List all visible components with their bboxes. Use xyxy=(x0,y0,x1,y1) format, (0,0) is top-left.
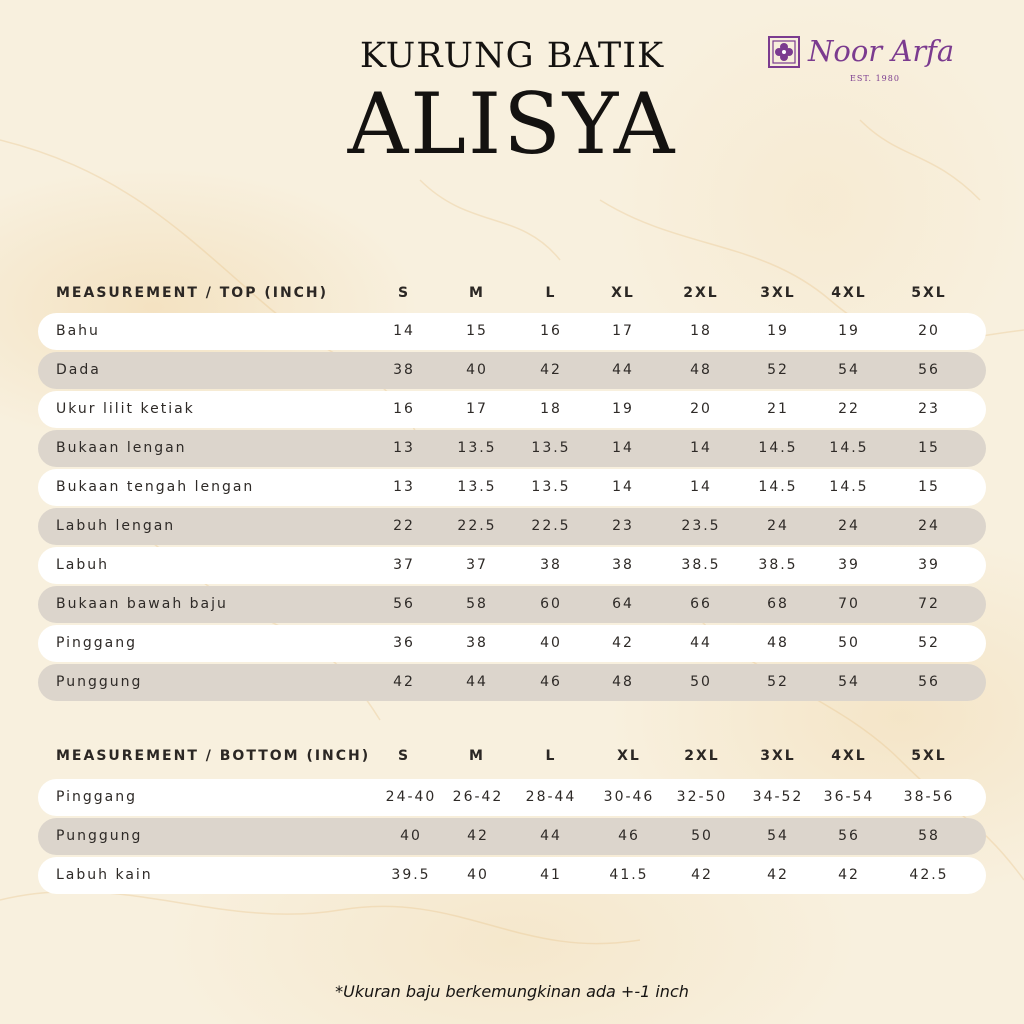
measurement-value: 20 xyxy=(690,401,712,417)
measurement-value: 42 xyxy=(393,674,415,690)
measurement-value: 42.5 xyxy=(909,867,949,883)
measurement-value: 14.5 xyxy=(758,479,798,495)
measurement-value: 30-46 xyxy=(603,789,655,805)
measurement-value: 13.5 xyxy=(457,479,497,495)
brand-logo xyxy=(768,36,988,86)
measurement-value: 44 xyxy=(466,674,488,690)
measurement-value: 14 xyxy=(690,479,712,495)
measurement-label: Labuh kain xyxy=(56,867,153,883)
measurement-value: 32-50 xyxy=(676,789,728,805)
table-row xyxy=(38,779,986,816)
table-row xyxy=(38,313,986,350)
measurement-value: 39 xyxy=(838,557,860,573)
measurement-value: 58 xyxy=(918,828,940,844)
measurement-value: 36 xyxy=(393,635,415,651)
measurement-value: 50 xyxy=(838,635,860,651)
measurement-value: 44 xyxy=(690,635,712,651)
measurement-value: 64 xyxy=(612,596,634,612)
measurement-value: 26-42 xyxy=(452,789,504,805)
measurement-value: 46 xyxy=(618,828,640,844)
size-header: 2XL xyxy=(684,748,720,764)
measurement-value: 19 xyxy=(838,323,860,339)
size-header: L xyxy=(545,285,557,301)
size-footnote: *Ukuran baju berkemungkinan ada +-1 inch xyxy=(335,982,689,1001)
measurement-value: 14.5 xyxy=(758,440,798,456)
measurement-label: Bukaan lengan xyxy=(56,440,187,456)
measurement-value: 13.5 xyxy=(531,440,571,456)
measurement-label: Pinggang xyxy=(56,789,138,805)
measurement-value: 40 xyxy=(467,867,489,883)
measurement-value: 15 xyxy=(918,479,940,495)
measurement-value: 23 xyxy=(612,518,634,534)
measurement-value: 24-40 xyxy=(385,789,437,805)
measurement-value: 72 xyxy=(918,596,940,612)
measurement-value: 23 xyxy=(918,401,940,417)
size-header: 4XL xyxy=(831,285,867,301)
measurement-value: 38.5 xyxy=(681,557,721,573)
measurement-value: 24 xyxy=(918,518,940,534)
measurement-value: 54 xyxy=(767,828,789,844)
measurement-value: 68 xyxy=(767,596,789,612)
collection-title: KURUNG BATIK xyxy=(359,36,665,76)
measurement-value: 38-56 xyxy=(903,789,955,805)
measurement-value: 56 xyxy=(918,674,940,690)
measurement-label: Ukur lilit ketiak xyxy=(56,401,195,417)
measurement-value: 14 xyxy=(612,440,634,456)
size-header: XL xyxy=(617,748,641,764)
measurement-value: 58 xyxy=(466,596,488,612)
size-header: M xyxy=(469,748,485,764)
table-row xyxy=(38,547,986,584)
measurement-value: 38 xyxy=(393,362,415,378)
table-row xyxy=(38,469,986,506)
measurement-value: 56 xyxy=(838,828,860,844)
measurement-value: 48 xyxy=(690,362,712,378)
measurement-value: 39 xyxy=(918,557,940,573)
measurement-value: 16 xyxy=(540,323,562,339)
size-header: 2XL xyxy=(683,285,719,301)
measurement-value: 44 xyxy=(540,828,562,844)
measurement-value: 21 xyxy=(767,401,789,417)
measurement-value: 23.5 xyxy=(681,518,721,534)
measurement-value: 38 xyxy=(466,635,488,651)
measurement-value: 70 xyxy=(838,596,860,612)
measurement-value: 19 xyxy=(612,401,634,417)
measurement-value: 48 xyxy=(612,674,634,690)
measurement-value: 54 xyxy=(838,674,860,690)
measurement-label: Labuh xyxy=(56,557,110,573)
table-row xyxy=(38,818,986,855)
measurement-label: Bukaan bawah baju xyxy=(56,596,228,612)
measurement-value: 42 xyxy=(540,362,562,378)
measurement-label: Dada xyxy=(56,362,101,378)
measurement-value: 50 xyxy=(690,674,712,690)
measurement-value: 19 xyxy=(767,323,789,339)
measurement-value: 22.5 xyxy=(457,518,497,534)
measurement-value: 41 xyxy=(540,867,562,883)
measurement-value: 66 xyxy=(690,596,712,612)
table-row xyxy=(38,391,986,428)
measurement-value: 28-44 xyxy=(525,789,577,805)
measurement-value: 15 xyxy=(918,440,940,456)
size-header: 3XL xyxy=(760,285,796,301)
table-row xyxy=(38,664,986,701)
measurement-value: 17 xyxy=(612,323,634,339)
measurement-value: 18 xyxy=(690,323,712,339)
measurement-value: 22 xyxy=(393,518,415,534)
measurement-value: 41.5 xyxy=(609,867,649,883)
measurement-value: 52 xyxy=(767,362,789,378)
table-row xyxy=(38,857,986,894)
measurement-value: 38 xyxy=(612,557,634,573)
brand-established: EST. 1980 xyxy=(850,74,900,83)
measurement-value: 13.5 xyxy=(531,479,571,495)
measurement-value: 24 xyxy=(767,518,789,534)
measurement-value: 42 xyxy=(838,867,860,883)
measurement-value: 48 xyxy=(767,635,789,651)
measurement-value: 40 xyxy=(466,362,488,378)
size-header: S xyxy=(397,748,411,764)
measurement-value: 52 xyxy=(918,635,940,651)
measurement-value: 14.5 xyxy=(829,440,869,456)
measurement-value: 37 xyxy=(466,557,488,573)
table-row xyxy=(38,625,986,662)
measurement-value: 22 xyxy=(838,401,860,417)
measurement-value: 14 xyxy=(612,479,634,495)
measurement-value: 13 xyxy=(393,440,415,456)
top-table-header xyxy=(38,275,986,312)
table-row xyxy=(38,352,986,389)
measurement-value: 46 xyxy=(540,674,562,690)
measurement-value: 17 xyxy=(466,401,488,417)
measurement-value: 24 xyxy=(838,518,860,534)
measurement-value: 42 xyxy=(691,867,713,883)
measurement-value: 40 xyxy=(540,635,562,651)
table-row xyxy=(38,508,986,545)
measurement-value: 38 xyxy=(540,557,562,573)
measurement-value: 60 xyxy=(540,596,562,612)
measurement-value: 16 xyxy=(393,401,415,417)
size-header: S xyxy=(397,285,411,301)
measurement-value: 18 xyxy=(540,401,562,417)
measurement-value: 36-54 xyxy=(823,789,875,805)
measurement-value: 56 xyxy=(918,362,940,378)
size-header: 5XL xyxy=(911,748,947,764)
measurement-label: Bukaan tengah lengan xyxy=(56,479,255,495)
measurement-value: 42 xyxy=(612,635,634,651)
size-header: XL xyxy=(611,285,635,301)
bottom-table-header xyxy=(38,738,986,775)
table-row xyxy=(38,586,986,623)
measurement-value: 37 xyxy=(393,557,415,573)
measurement-label: Pinggang xyxy=(56,635,138,651)
measurement-value: 54 xyxy=(838,362,860,378)
measurement-value: 14 xyxy=(690,440,712,456)
measurement-label: Punggung xyxy=(56,674,143,690)
measurement-value: 34-52 xyxy=(752,789,804,805)
measurement-value: 44 xyxy=(612,362,634,378)
top-table-heading: MEASUREMENT / TOP (INCH) xyxy=(56,285,329,301)
measurement-value: 40 xyxy=(400,828,422,844)
measurement-value: 20 xyxy=(918,323,940,339)
measurement-value: 38.5 xyxy=(758,557,798,573)
measurement-value: 13.5 xyxy=(457,440,497,456)
measurement-value: 50 xyxy=(691,828,713,844)
measurement-label: Punggung xyxy=(56,828,143,844)
size-header: 5XL xyxy=(911,285,947,301)
measurement-value: 39.5 xyxy=(391,867,431,883)
size-header: 3XL xyxy=(760,748,796,764)
measurement-value: 52 xyxy=(767,674,789,690)
bottom-table-heading: MEASUREMENT / BOTTOM (INCH) xyxy=(56,748,371,764)
measurement-value: 15 xyxy=(466,323,488,339)
size-header: 4XL xyxy=(831,748,867,764)
measurement-value: 42 xyxy=(767,867,789,883)
measurement-value: 13 xyxy=(393,479,415,495)
size-header: M xyxy=(469,285,485,301)
measurement-label: Labuh lengan xyxy=(56,518,176,534)
measurement-label: Bahu xyxy=(56,323,100,339)
product-title: ALISYA xyxy=(347,75,677,173)
batik-flower-icon xyxy=(768,36,800,68)
table-row xyxy=(38,430,986,467)
size-header: L xyxy=(545,748,557,764)
measurement-value: 14.5 xyxy=(829,479,869,495)
brand-name: Noor Arfa xyxy=(808,34,955,68)
measurement-value: 14 xyxy=(393,323,415,339)
measurement-value: 56 xyxy=(393,596,415,612)
measurement-value: 22.5 xyxy=(531,518,571,534)
measurement-value: 42 xyxy=(467,828,489,844)
